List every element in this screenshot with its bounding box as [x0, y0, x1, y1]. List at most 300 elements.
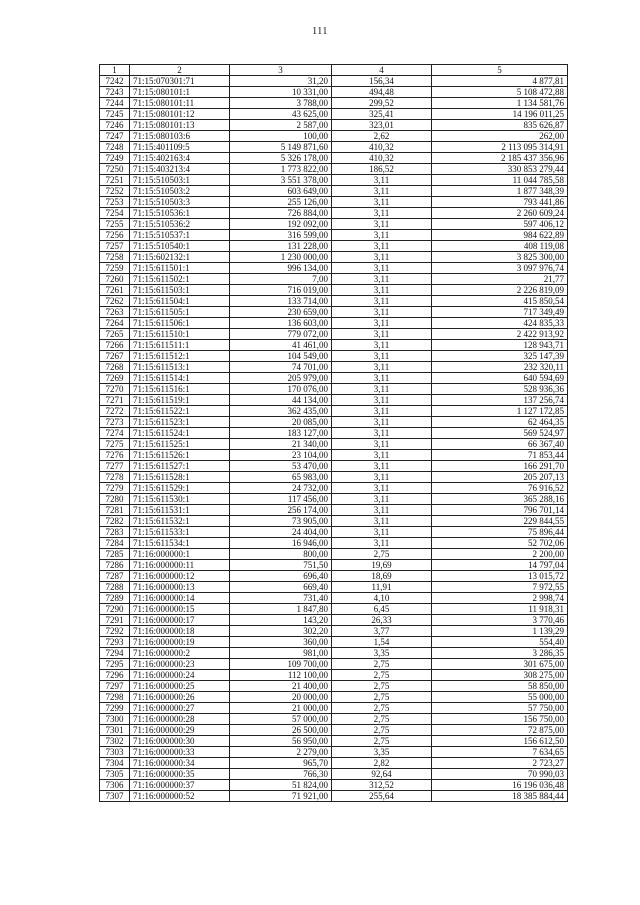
table-header	[100, 65, 568, 76]
row-number: 7242	[100, 76, 130, 87]
table-row	[100, 604, 568, 615]
area-value: 3 788,00	[230, 98, 332, 109]
table-row	[100, 175, 568, 186]
area-value: 256 174,00	[230, 505, 332, 516]
cadastral-number: 71:15:510503:2	[130, 186, 230, 197]
cadastral-value: 166 291,70	[432, 461, 568, 472]
cadastral-number: 71:15:510537:1	[130, 230, 230, 241]
rate-value: 3,11	[332, 219, 432, 230]
cadastral-value: 2 226 819,09	[432, 285, 568, 296]
row-number: 7290	[100, 604, 130, 615]
row-number: 7280	[100, 494, 130, 505]
cadastral-value: 1 127 172,85	[432, 406, 568, 417]
area-value: 65 983,00	[230, 472, 332, 483]
cadastral-number: 71:15:611519:1	[130, 395, 230, 406]
cadastral-value: 16 196 036,48	[432, 780, 568, 791]
area-value: 3 551 378,00	[230, 175, 332, 186]
area-value: 362 435,00	[230, 406, 332, 417]
cadastral-number: 71:15:611511:1	[130, 340, 230, 351]
table-row	[100, 197, 568, 208]
cadastral-number: 71:15:611531:1	[130, 505, 230, 516]
cadastral-value: 156 612,50	[432, 736, 568, 747]
area-value: 74 701,00	[230, 362, 332, 373]
row-number: 7286	[100, 560, 130, 571]
cadastral-value: 408 119,08	[432, 241, 568, 252]
cadastral-number: 71:15:611522:1	[130, 406, 230, 417]
cadastral-value: 569 524,97	[432, 428, 568, 439]
row-number: 7303	[100, 747, 130, 758]
table-row	[100, 340, 568, 351]
area-value: 100,00	[230, 131, 332, 142]
cadastral-number: 71:16:000000:23	[130, 659, 230, 670]
cadastral-number: 71:15:611533:1	[130, 527, 230, 538]
row-number: 7289	[100, 593, 130, 604]
table-row	[100, 395, 568, 406]
rate-value: 3,11	[332, 340, 432, 351]
rate-value: 2,75	[332, 549, 432, 560]
cadastral-value: 3 825 300,00	[432, 252, 568, 263]
row-number: 7306	[100, 780, 130, 791]
row-number: 7248	[100, 142, 130, 153]
table-row	[100, 505, 568, 516]
table-row	[100, 263, 568, 274]
area-value: 104 549,00	[230, 351, 332, 362]
cadastral-number: 71:15:611513:1	[130, 362, 230, 373]
row-number: 7277	[100, 461, 130, 472]
row-number: 7299	[100, 703, 130, 714]
cadastral-number: 71:16:000000:18	[130, 626, 230, 637]
rate-value: 3,77	[332, 626, 432, 637]
area-value: 131 228,00	[230, 241, 332, 252]
cadastral-value: 793 441,86	[432, 197, 568, 208]
cadastral-value: 75 896,44	[432, 527, 568, 538]
row-number: 7297	[100, 681, 130, 692]
cadastral-number: 71:16:000000:15	[130, 604, 230, 615]
rate-value: 3,11	[332, 373, 432, 384]
rate-value: 3,11	[332, 417, 432, 428]
cadastral-number: 71:16:000000:12	[130, 571, 230, 582]
table-row	[100, 252, 568, 263]
cadastral-number: 71:15:401109:5	[130, 142, 230, 153]
table-row	[100, 241, 568, 252]
row-number: 7292	[100, 626, 130, 637]
row-number: 7267	[100, 351, 130, 362]
table-row	[100, 120, 568, 131]
row-number: 7284	[100, 538, 130, 549]
cadastral-number: 71:15:070301:71	[130, 76, 230, 87]
cadastral-value: 14 196 011,25	[432, 109, 568, 120]
cadastral-value: 156 750,00	[432, 714, 568, 725]
rate-value: 6,45	[332, 604, 432, 615]
cadastral-value: 984 622,89	[432, 230, 568, 241]
cadastral-value: 330 853 279,44	[432, 164, 568, 175]
area-value: 24 404,00	[230, 527, 332, 538]
row-number: 7254	[100, 208, 130, 219]
area-value: 1 847,80	[230, 604, 332, 615]
rate-value: 2,82	[332, 758, 432, 769]
area-value: 779 072,00	[230, 329, 332, 340]
area-value: 205 979,00	[230, 373, 332, 384]
cadastral-value: 597 406,12	[432, 219, 568, 230]
row-number: 7261	[100, 285, 130, 296]
cadastral-number: 71:15:611502:1	[130, 274, 230, 285]
cadastral-number: 71:15:611523:1	[130, 417, 230, 428]
rate-value: 92,64	[332, 769, 432, 780]
cadastral-value: 7 634,65	[432, 747, 568, 758]
rate-value: 156,34	[332, 76, 432, 87]
rate-value: 299,52	[332, 98, 432, 109]
cadastral-number: 71:16:000000:24	[130, 670, 230, 681]
area-value: 192 092,00	[230, 219, 332, 230]
area-value: 51 824,00	[230, 780, 332, 791]
cadastral-value: 11 044 785,58	[432, 175, 568, 186]
cadastral-value: 3 097 976,74	[432, 263, 568, 274]
column-header-1: 1	[100, 65, 130, 76]
rate-value: 325,41	[332, 109, 432, 120]
area-value: 44 134,00	[230, 395, 332, 406]
area-value: 751,50	[230, 560, 332, 571]
rate-value: 2,62	[332, 131, 432, 142]
row-number: 7271	[100, 395, 130, 406]
table-row	[100, 780, 568, 791]
row-number: 7266	[100, 340, 130, 351]
cadastral-value: 3 770,46	[432, 615, 568, 626]
table-row	[100, 208, 568, 219]
area-value: 112 100,00	[230, 670, 332, 681]
rate-value: 323,01	[332, 120, 432, 131]
cadastral-value: 2 260 609,24	[432, 208, 568, 219]
rate-value: 3,11	[332, 516, 432, 527]
table-row	[100, 472, 568, 483]
rate-value: 3,11	[332, 351, 432, 362]
rate-value: 3,11	[332, 230, 432, 241]
table-row	[100, 164, 568, 175]
row-number: 7249	[100, 153, 130, 164]
row-number: 7272	[100, 406, 130, 417]
area-value: 109 700,00	[230, 659, 332, 670]
row-number: 7265	[100, 329, 130, 340]
table-row	[100, 791, 568, 802]
row-number: 7288	[100, 582, 130, 593]
row-number: 7273	[100, 417, 130, 428]
row-number: 7278	[100, 472, 130, 483]
rate-value: 3,11	[332, 186, 432, 197]
cadastral-value: 415 850,54	[432, 296, 568, 307]
cadastral-value: 308 275,00	[432, 670, 568, 681]
row-number: 7301	[100, 725, 130, 736]
cadastral-value-table	[99, 64, 568, 802]
table-row	[100, 296, 568, 307]
rate-value: 3,11	[332, 483, 432, 494]
row-number: 7247	[100, 131, 130, 142]
area-value: 360,00	[230, 637, 332, 648]
table-row	[100, 615, 568, 626]
cadastral-number: 71:15:611524:1	[130, 428, 230, 439]
row-number: 7279	[100, 483, 130, 494]
rate-value: 2,75	[332, 714, 432, 725]
column-header-3: 3	[230, 65, 332, 76]
cadastral-value: 424 835,33	[432, 318, 568, 329]
cadastral-value: 70 990,03	[432, 769, 568, 780]
cadastral-number: 71:15:402163:4	[130, 153, 230, 164]
rate-value: 26,33	[332, 615, 432, 626]
rate-value: 11,91	[332, 582, 432, 593]
cadastral-number: 71:15:510503:1	[130, 175, 230, 186]
cadastral-number: 71:15:611506:1	[130, 318, 230, 329]
cadastral-number: 71:15:611526:1	[130, 450, 230, 461]
rate-value: 3,11	[332, 384, 432, 395]
cadastral-number: 71:16:000000:1	[130, 549, 230, 560]
table-row	[100, 142, 568, 153]
rate-value: 410,32	[332, 153, 432, 164]
cadastral-number: 71:16:000000:30	[130, 736, 230, 747]
rate-value: 3,35	[332, 747, 432, 758]
table-row	[100, 736, 568, 747]
cadastral-number: 71:15:602132:1	[130, 252, 230, 263]
cadastral-value: 2 185 437 356,96	[432, 153, 568, 164]
cadastral-number: 71:15:510503:3	[130, 197, 230, 208]
cadastral-value: 55 000,00	[432, 692, 568, 703]
cadastral-value: 2 723,27	[432, 758, 568, 769]
cadastral-number: 71:16:000000:19	[130, 637, 230, 648]
rate-value: 312,52	[332, 780, 432, 791]
cadastral-number: 71:15:080101:1	[130, 87, 230, 98]
row-number: 7259	[100, 263, 130, 274]
row-number: 7244	[100, 98, 130, 109]
area-value: 24 732,00	[230, 483, 332, 494]
rate-value: 3,11	[332, 450, 432, 461]
row-number: 7283	[100, 527, 130, 538]
area-value: 16 946,00	[230, 538, 332, 549]
area-value: 230 659,00	[230, 307, 332, 318]
cadastral-number: 71:16:000000:13	[130, 582, 230, 593]
table-row	[100, 417, 568, 428]
cadastral-value: 262,00	[432, 131, 568, 142]
row-number: 7304	[100, 758, 130, 769]
table-row	[100, 560, 568, 571]
table-row	[100, 384, 568, 395]
rate-value: 3,11	[332, 241, 432, 252]
area-value: 183 127,00	[230, 428, 332, 439]
header-row	[100, 65, 568, 76]
rate-value: 3,11	[332, 428, 432, 439]
row-number: 7246	[100, 120, 130, 131]
row-number: 7293	[100, 637, 130, 648]
area-value: 726 884,00	[230, 208, 332, 219]
cadastral-value: 21,77	[432, 274, 568, 285]
rate-value: 255,64	[332, 791, 432, 802]
cadastral-number: 71:15:080103:6	[130, 131, 230, 142]
cadastral-number: 71:16:000000:28	[130, 714, 230, 725]
row-number: 7287	[100, 571, 130, 582]
area-value: 7,00	[230, 274, 332, 285]
area-value: 996 134,00	[230, 263, 332, 274]
page-number: 111	[312, 26, 328, 37]
area-value: 1 230 000,00	[230, 252, 332, 263]
row-number: 7263	[100, 307, 130, 318]
area-value: 56 950,00	[230, 736, 332, 747]
cadastral-number: 71:16:000000:27	[130, 703, 230, 714]
rate-value: 1,54	[332, 637, 432, 648]
row-number: 7245	[100, 109, 130, 120]
area-value: 21 340,00	[230, 439, 332, 450]
area-value: 766,30	[230, 769, 332, 780]
rate-value: 3,11	[332, 285, 432, 296]
row-number: 7302	[100, 736, 130, 747]
table-row	[100, 76, 568, 87]
cadastral-value: 1 139,29	[432, 626, 568, 637]
cadastral-number: 71:15:611505:1	[130, 307, 230, 318]
row-number: 7285	[100, 549, 130, 560]
row-number: 7262	[100, 296, 130, 307]
cadastral-number: 71:16:000000:14	[130, 593, 230, 604]
rate-value: 3,11	[332, 439, 432, 450]
cadastral-number: 71:16:000000:52	[130, 791, 230, 802]
table-row	[100, 527, 568, 538]
area-value: 170 076,00	[230, 384, 332, 395]
rate-value: 410,32	[332, 142, 432, 153]
rate-value: 4,10	[332, 593, 432, 604]
rate-value: 3,11	[332, 252, 432, 263]
cadastral-number: 71:15:611532:1	[130, 516, 230, 527]
row-number: 7243	[100, 87, 130, 98]
cadastral-number: 71:15:611534:1	[130, 538, 230, 549]
area-value: 73 905,00	[230, 516, 332, 527]
cadastral-value: 11 918,31	[432, 604, 568, 615]
rate-value: 3,35	[332, 648, 432, 659]
cadastral-value: 52 702,06	[432, 538, 568, 549]
column-header-5: 5	[432, 65, 568, 76]
table-row	[100, 483, 568, 494]
rate-value: 3,11	[332, 175, 432, 186]
rate-value: 2,75	[332, 736, 432, 747]
table-row	[100, 494, 568, 505]
cadastral-number: 71:15:611527:1	[130, 461, 230, 472]
rate-value: 3,11	[332, 197, 432, 208]
cadastral-number: 71:16:000000:25	[130, 681, 230, 692]
table-row	[100, 758, 568, 769]
cadastral-number: 71:16:000000:37	[130, 780, 230, 791]
cadastral-number: 71:15:611510:1	[130, 329, 230, 340]
rate-value: 3,11	[332, 208, 432, 219]
cadastral-value: 796 701,14	[432, 505, 568, 516]
area-value: 21 400,00	[230, 681, 332, 692]
area-value: 800,00	[230, 549, 332, 560]
cadastral-value: 835 626,87	[432, 120, 568, 131]
table-row	[100, 769, 568, 780]
table-row	[100, 351, 568, 362]
area-value: 117 456,00	[230, 494, 332, 505]
row-number: 7270	[100, 384, 130, 395]
row-number: 7251	[100, 175, 130, 186]
area-value: 1 773 822,00	[230, 164, 332, 175]
row-number: 7282	[100, 516, 130, 527]
table-row	[100, 274, 568, 285]
rate-value: 3,11	[332, 274, 432, 285]
row-number: 7264	[100, 318, 130, 329]
area-value: 716 019,00	[230, 285, 332, 296]
row-number: 7256	[100, 230, 130, 241]
area-value: 302,20	[230, 626, 332, 637]
area-value: 31,20	[230, 76, 332, 87]
cadastral-number: 71:16:000000:33	[130, 747, 230, 758]
rate-value: 494,48	[332, 87, 432, 98]
row-number: 7260	[100, 274, 130, 285]
table-row	[100, 450, 568, 461]
cadastral-number: 71:15:611528:1	[130, 472, 230, 483]
cadastral-number: 71:15:611525:1	[130, 439, 230, 450]
row-number: 7307	[100, 791, 130, 802]
table-row	[100, 538, 568, 549]
area-value: 41 461,00	[230, 340, 332, 351]
table-row	[100, 285, 568, 296]
area-value: 21 000,00	[230, 703, 332, 714]
cadastral-value: 717 349,49	[432, 307, 568, 318]
rate-value: 3,11	[332, 296, 432, 307]
rate-value: 3,11	[332, 461, 432, 472]
rate-value: 2,75	[332, 703, 432, 714]
cadastral-number: 71:15:510536:2	[130, 219, 230, 230]
row-number: 7305	[100, 769, 130, 780]
row-number: 7291	[100, 615, 130, 626]
row-number: 7298	[100, 692, 130, 703]
rate-value: 3,11	[332, 494, 432, 505]
table-row	[100, 692, 568, 703]
rate-value: 2,75	[332, 659, 432, 670]
cadastral-number: 71:15:611530:1	[130, 494, 230, 505]
row-number: 7252	[100, 186, 130, 197]
table-row	[100, 637, 568, 648]
area-value: 133 714,00	[230, 296, 332, 307]
cadastral-number: 71:15:611516:1	[130, 384, 230, 395]
rate-value: 3,11	[332, 329, 432, 340]
cadastral-value: 2 200,00	[432, 549, 568, 560]
cadastral-number: 71:15:403213:4	[130, 164, 230, 175]
area-value: 2 587,00	[230, 120, 332, 131]
cadastral-value: 232 320,11	[432, 362, 568, 373]
cadastral-value: 57 750,00	[432, 703, 568, 714]
cadastral-value: 640 594,69	[432, 373, 568, 384]
area-value: 10 331,00	[230, 87, 332, 98]
rate-value: 3,11	[332, 472, 432, 483]
cadastral-number: 71:15:611514:1	[130, 373, 230, 384]
cadastral-value: 205 207,13	[432, 472, 568, 483]
row-number: 7275	[100, 439, 130, 450]
cadastral-value: 528 936,36	[432, 384, 568, 395]
cadastral-number: 71:15:611501:1	[130, 263, 230, 274]
table-row	[100, 98, 568, 109]
cadastral-value: 1 877 348,39	[432, 186, 568, 197]
rate-value: 3,11	[332, 362, 432, 373]
cadastral-value: 18 385 884,44	[432, 791, 568, 802]
rate-value: 18,69	[332, 571, 432, 582]
area-value: 20 085,00	[230, 417, 332, 428]
cadastral-value: 76 916,52	[432, 483, 568, 494]
row-number: 7268	[100, 362, 130, 373]
area-value: 696,40	[230, 571, 332, 582]
table-row	[100, 329, 568, 340]
area-value: 20 000,00	[230, 692, 332, 703]
table-row	[100, 131, 568, 142]
area-value: 57 000,00	[230, 714, 332, 725]
cadastral-number: 71:15:611529:1	[130, 483, 230, 494]
table-row	[100, 230, 568, 241]
cadastral-number: 71:16:000000:11	[130, 560, 230, 571]
rate-value: 3,11	[332, 538, 432, 549]
table-row	[100, 725, 568, 736]
table-row	[100, 681, 568, 692]
row-number: 7295	[100, 659, 130, 670]
